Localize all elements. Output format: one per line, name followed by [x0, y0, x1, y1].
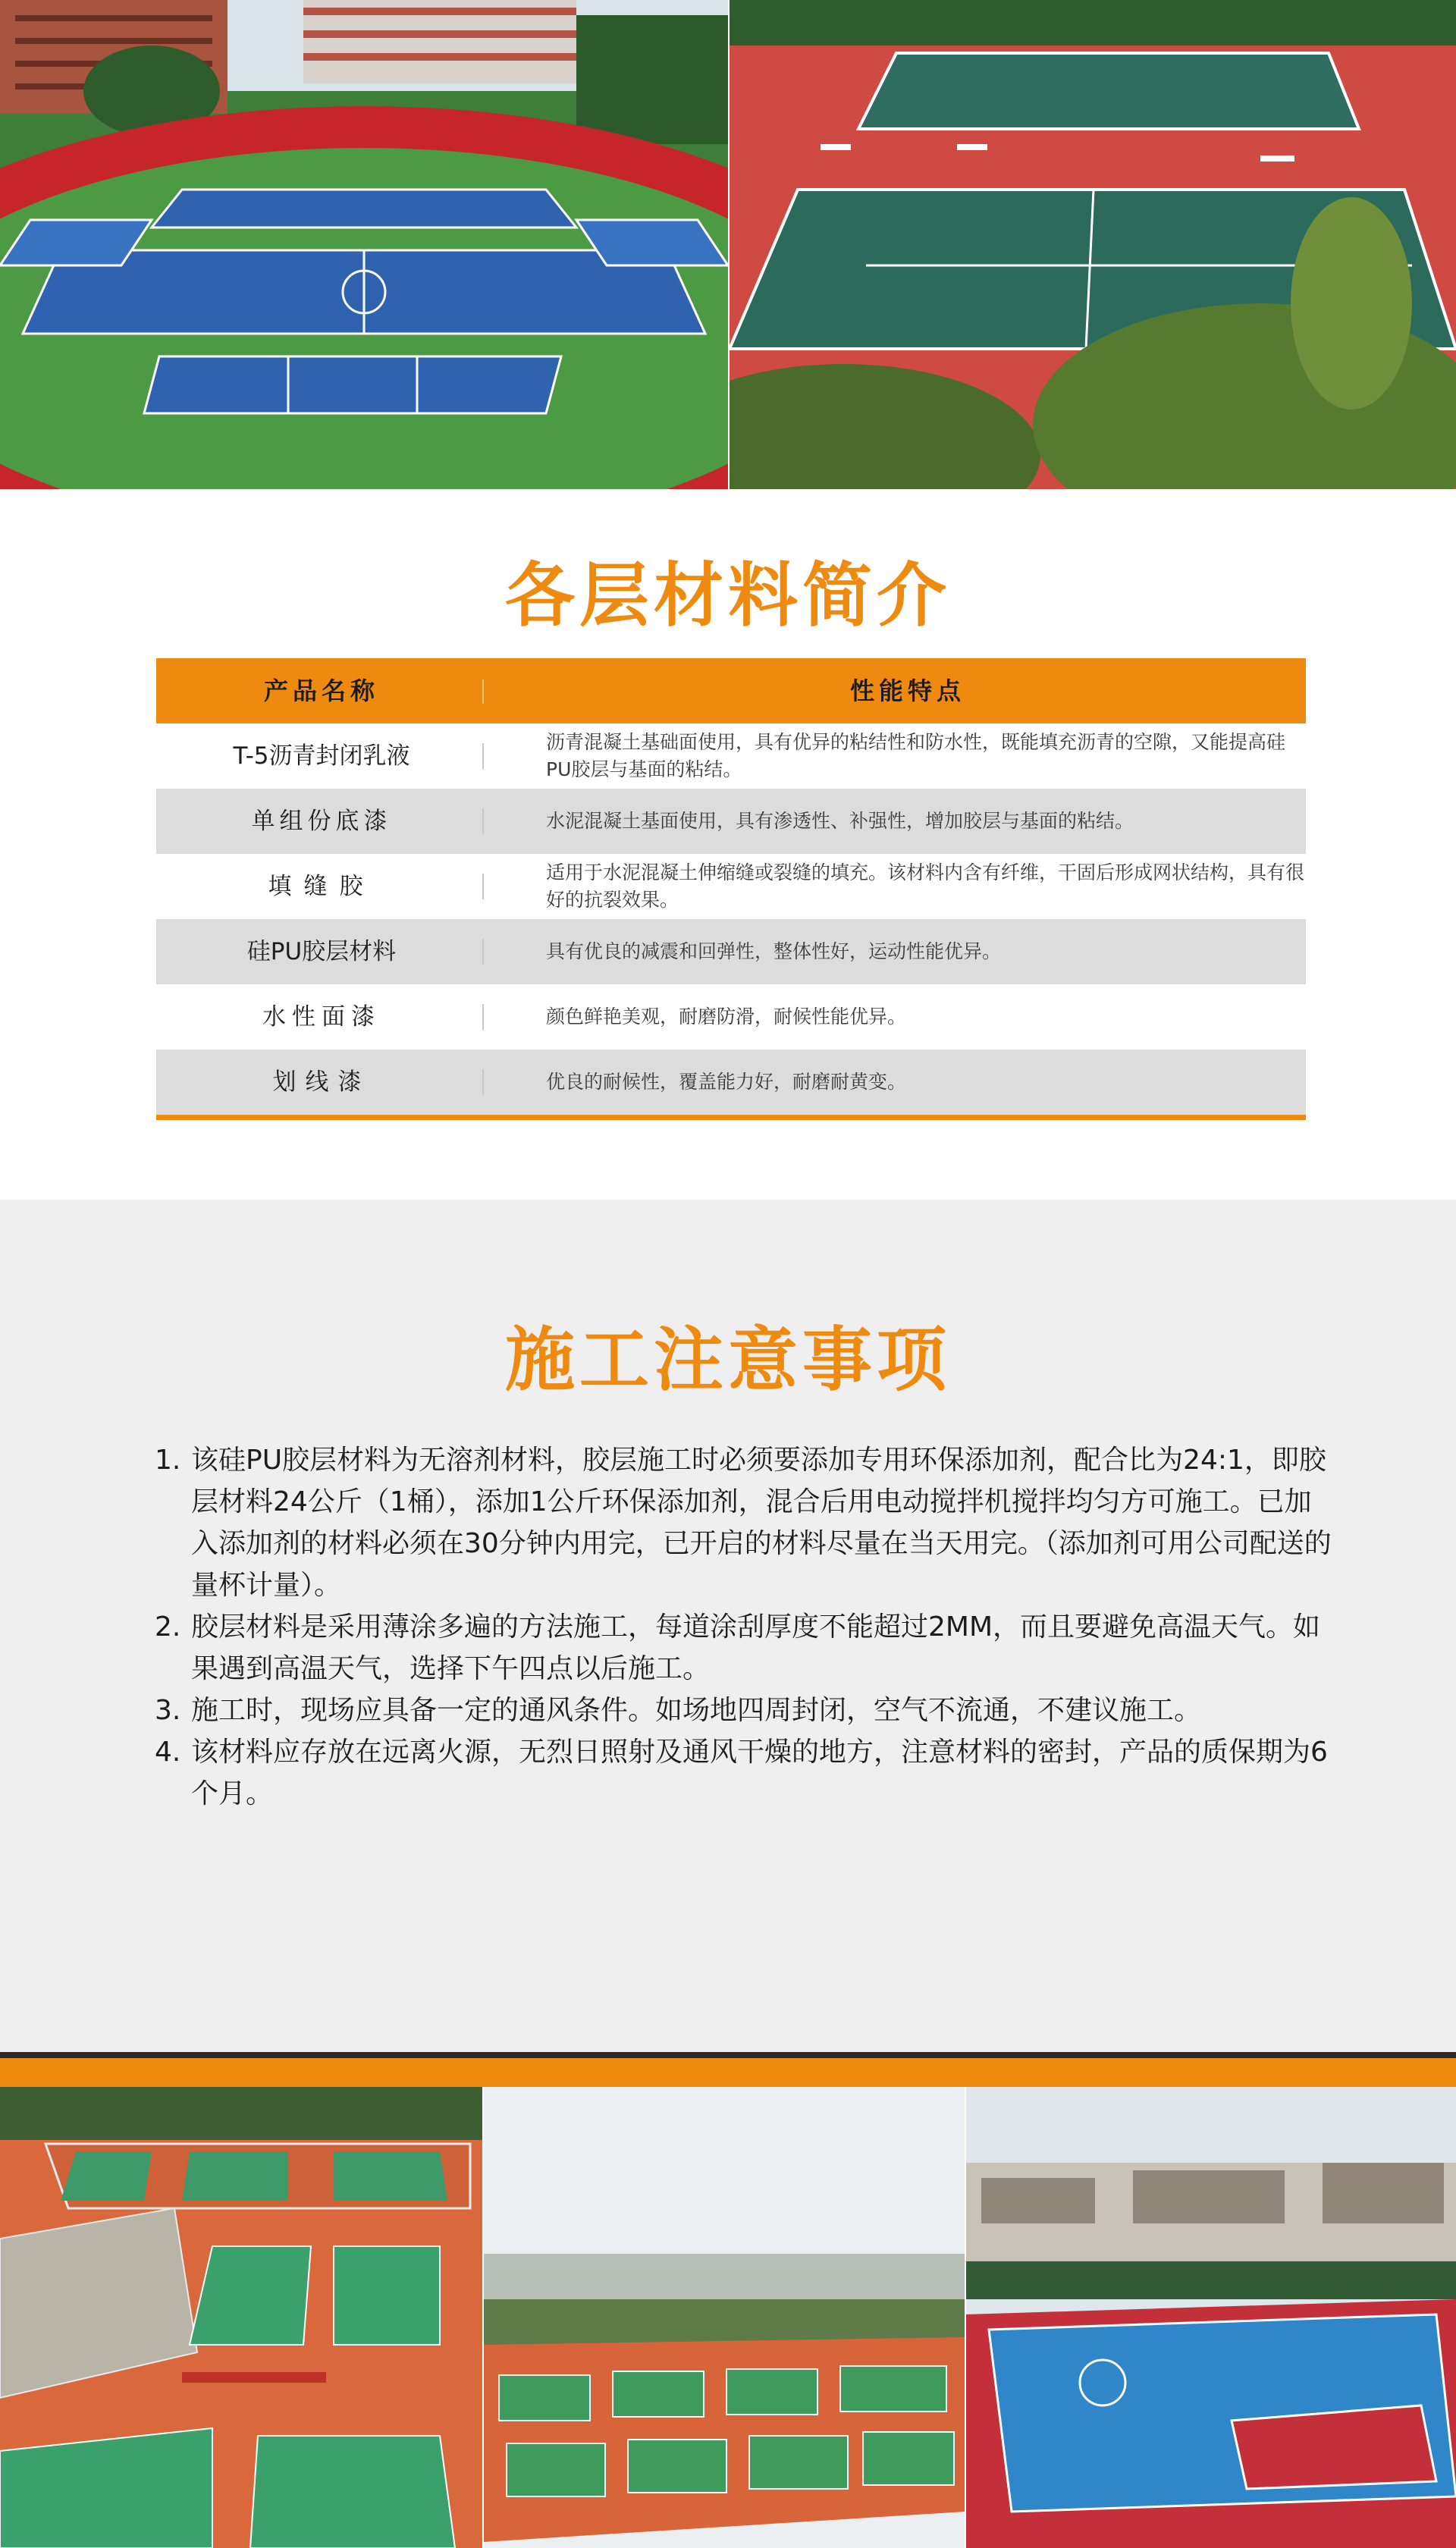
table-row	[156, 789, 1306, 854]
divider-dark	[0, 2052, 1456, 2058]
divider-orange	[0, 2058, 1456, 2087]
materials-table	[156, 658, 1306, 1120]
header-divider	[482, 679, 484, 704]
table-row	[156, 1050, 1306, 1115]
row-divider	[482, 874, 484, 899]
note-text: 该材料应存放在远离火源，无烈日照射及通风干燥的地方，注意材料的密封，产品的质保期为6个月。	[191, 1737, 1328, 1809]
row-name: 填缝胶	[268, 873, 375, 900]
photo-campus-courts	[484, 2087, 965, 2548]
row-desc: 优良的耐候性，覆盖能力好，耐磨耐黄变。	[546, 1071, 907, 1093]
note-number: 1.	[155, 1445, 181, 1476]
row-desc: 水泥混凝土基面使用，具有渗透性、补强性，增加胶层与基面的粘结。	[546, 810, 1134, 832]
list-item	[155, 1606, 1338, 1690]
note-number: 2.	[155, 1611, 181, 1643]
row-divider	[482, 743, 484, 769]
row-desc: 适用于水泥混凝土伸缩缝或裂缝的填充。该材料内含有纤维，干固后形成网状结构，具有很好的抗裂效果。	[546, 861, 1305, 911]
table-header	[156, 658, 1306, 723]
list-item	[155, 1731, 1338, 1815]
list-item	[155, 1690, 1338, 1731]
photo-fenced-courts	[0, 2087, 482, 2548]
list-item	[155, 1439, 1338, 1606]
row-name: 水性面漆	[262, 1003, 381, 1031]
page-title-notes: 施工注意事项	[504, 1320, 951, 1401]
header-product-name: 产品名称	[263, 676, 379, 705]
note-text: 施工时，现场应具备一定的通风条件。如场地四周封闭，空气不流通，不建议施工。	[191, 1695, 1202, 1726]
page-title-materials: 各层材料简介	[504, 555, 951, 636]
table-row	[156, 984, 1306, 1050]
row-desc: 具有优良的减震和回弹性，整体性好，运动性能优异。	[546, 940, 1002, 962]
photo-blue-courts	[966, 2087, 1456, 2548]
row-name: 硅PU胶层材料	[246, 938, 397, 965]
row-name: 单组份底漆	[251, 808, 392, 835]
row-name: T-5沥青封闭乳液	[233, 742, 410, 770]
row-desc: 颜色鲜艳美观，耐磨防滑，耐候性能优异。	[546, 1006, 907, 1028]
note-text: 胶层材料是采用薄涂多遍的方法施工，每道涂刮厚度不能超过2MM，而且要避免高温天气。如果遇到高温天气，选择下午四点以后施工。	[191, 1611, 1321, 1684]
note-number: 3.	[155, 1695, 181, 1726]
row-divider	[482, 939, 484, 965]
note-number: 4.	[155, 1737, 181, 1768]
note-text: 该硅PU胶层材料为无溶剂材料，胶层施工时必须要添加专用环保添加剂，配合比为24:1，即胶层材料24公斤（1桶），添加1公斤环保添加剂，混合后用电动搅拌机搅拌均匀方可施工。已加入添加剂的材料必须在30分钟内用完，已开启的材料尽量在当天用完。（添加剂可用公司配送的量杯计量）。	[191, 1445, 1332, 1601]
row-divider	[482, 1004, 484, 1030]
photo-basketball-courts	[0, 0, 728, 489]
photo-tennis-courts	[730, 0, 1456, 489]
row-divider	[482, 808, 484, 834]
table-bottom-rule	[156, 1115, 1306, 1120]
notes-list	[155, 1439, 1338, 1815]
header-features: 性能特点	[849, 676, 965, 705]
table-row	[156, 854, 1306, 919]
row-name: 划线漆	[272, 1068, 371, 1096]
table-row	[156, 919, 1306, 984]
table-row	[156, 723, 1306, 789]
row-desc: 沥青混凝土基础面使用，具有优异的粘结性和防水性，既能填充沥青的空隙，又能提高硅PU胶层与基面的粘结。	[546, 731, 1286, 780]
row-divider	[482, 1069, 484, 1095]
